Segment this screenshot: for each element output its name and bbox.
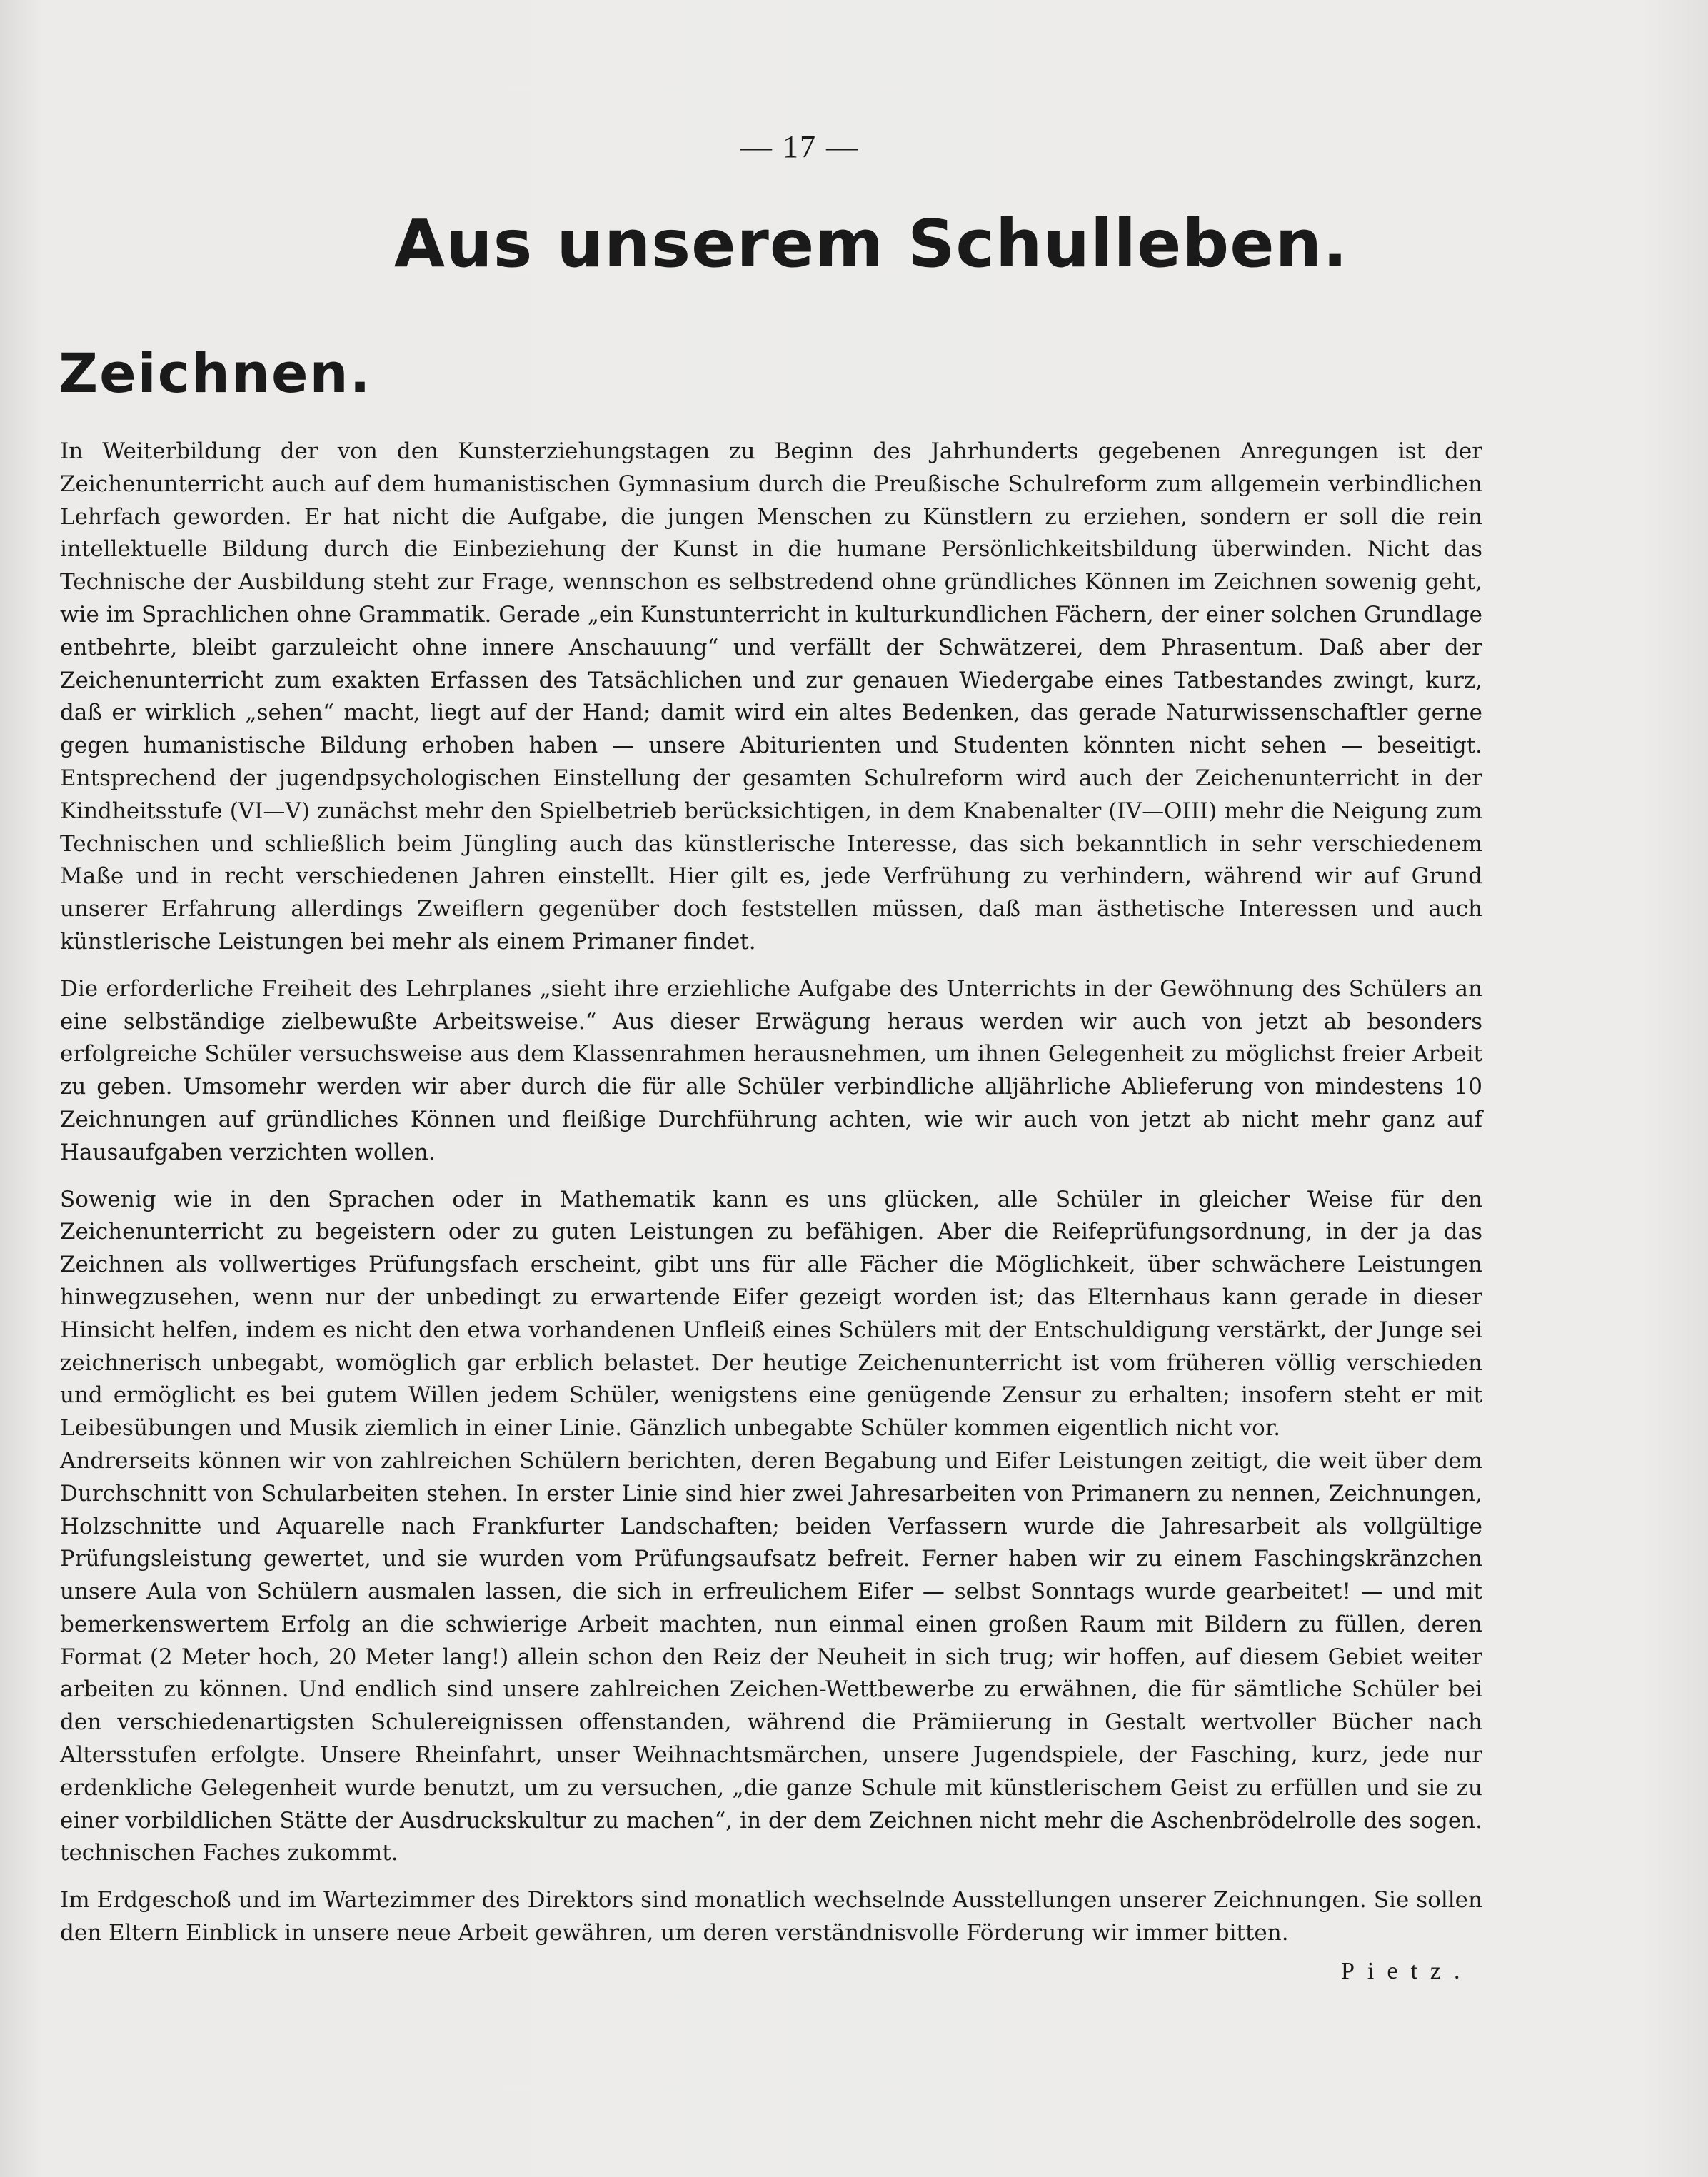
paragraph-3: Sowenig wie in den Sprachen oder in Mathematik kann es uns glücken, alle Schüler in gleicher Weise für den Zeichenunterricht zu begeistern oder zu guten Leistungen zu befähigen. Aber die Reifeprüfungsordnung, in der ja das Zeichnen als vollwertiges Prüfungsfach erscheint, gibt uns für alle Fächer die Möglichkeit, über schwächere Leistungen hinwegzusehen, wenn nur der unbedingt zu erwartende Eifer gezeigt worden ist; das Elternhaus kann gerade in dieser Hinsicht helfen, indem es nicht den etwa vorhandenen Unfleiß eines Schülers mit der Entschuldigung verstärkt, der Junge sei zeichnerisch unbegabt, womöglich gar erblich belastet. Der heutige Zeichenunterricht ist vom früheren völlig verschieden und ermöglicht es bei gutem Willen jedem Schüler, wenigstens eine genügende Zensur zu erhalten; insofern steht er mit Leibesübungen und Musik ziemlich in einer Linie. Gänzlich unbegabte Schüler kommen eigentlich nicht vor. bbox=[60, 1186, 1482, 1442]
author-signature: Pietz. bbox=[1341, 1958, 1473, 1984]
paragraph-5: Im Erdgeschoß und im Wartezimmer des Direktors sind monatlich wechselnde Ausstellungen unserer Zeichnungen. Sie sollen den Eltern Einblick in unsere neue Arbeit gewähren, um deren verständnisvolle Förderung wir immer bitten. bbox=[60, 1887, 1482, 1946]
paragraph-1: In Weiterbildung der von den Kunsterziehungstagen zu Beginn des Jahrhunderts gegebenen Anregungen ist der Zeichenunterricht auch auf dem humanistischen Gymnasium durch die Preußische Schulreform zum allgemein verbindlichen Lehrfach geworden. Er hat nicht die Aufgabe, die jungen Menschen zu Künstlern zu erziehen, sondern er soll die rein intellektuelle Bildung durch die Einbeziehung der Kunst in die humane Persönlichkeitsbildung überwinden. Nicht das Technische der Ausbildung steht zur Frage, wennschon es selbstredend ohne gründliches Können im Zeichnen sowenig geht, wie im Sprachlichen ohne Grammatik. Gerade „ein Kunstunterricht in kulturkundlichen Fächern, der einer solchen Grundlage entbehrte, bleibt garzuleicht ohne innere Anschauung“ und verfällt der Schwätzerei, dem Phrasentum. Daß aber der Zeichenunterricht zum exakten Erfassen des Tatsächlichen und zur genauen Wiedergabe eines Tatbestandes zwingt, kurz, daß er wirklich „sehen“ macht, liegt auf der Hand; damit wird ein altes Bedenken, das gerade Naturwissenschaftler gerne gegen humanistische Bildung erhoben haben — unsere Abiturienten und Studenten könnten nicht sehen — beseitigt. Entsprechend der jugendpsychologischen Einstellung der gesamten Schulreform wird auch der Zeichenunterricht in der Kindheitsstufe (VI—V) zunächst mehr den Spielbetrieb berücksichtigen, in dem Knabenalter (IV—OIII) mehr die Neigung zum Technischen und schließlich beim Jüngling auch das künstlerische Interesse, das sich bekanntlich in sehr verschiedenem Maße und in recht verschiedenen Jahren einstellt. Hier gilt es, jede Verfrühung zu verhindern, während wir auf Grund unserer Erfahrung allerdings Zweiflern gegenüber doch feststellen müssen, daß man ästhetische Interessen und auch künstlerische Leistungen bei mehr als einem Primaner findet. bbox=[60, 438, 1482, 955]
page-number: — 17 — bbox=[740, 129, 859, 164]
page-title: Aus unserem Schulleben. bbox=[393, 206, 1349, 282]
article-body bbox=[60, 436, 1482, 1964]
paragraph-4: Andrerseits können wir von zahlreichen Schülern berichten, deren Begabung und Eifer Leistungen zeitigt, die weit über dem Durchschnitt von Schularbeiten stehen. In erster Linie sind hier zwei Jahresarbeiten von Primanern zu nennen, Zeichnungen, Holzschnitte und Aquarelle nach Frankfurter Landschaften; beiden Verfassern wurde die Jahresarbeit als vollgültige Prüfungsleistung gewertet, und sie wurden vom Prüfungsaufsatz befreit. Ferner haben wir zu einem Faschingskränzchen unsere Aula von Schülern ausmalen lassen, die sich in erfreulichem Eifer — selbst Sonntags wurde gearbeitet! — und mit bemerkenswertem Erfolg an die schwierige Arbeit machten, nun einmal einen großen Raum mit Bildern zu füllen, deren Format (2 Meter hoch, 20 Meter lang!) allein schon den Reiz der Neuheit in sich trug; wir hoffen, auf diesem Gebiet weiter arbeiten zu können. Und endlich sind unsere zahlreichen Zeichen-Wettbewerbe zu erwähnen, die für sämtliche Schüler bei den verschiedenartigsten Schulereignissen offenstanden, während die Prämiierung in Gestalt wertvoller Bücher nach Altersstufen erfolgte. Unsere Rheinfahrt, unser Weihnachtsmärchen, unsere Jugendspiele, der Fasching, kurz, jede nur erdenkliche Gelegenheit wurde benutzt, um zu versuchen, „die ganze Schule mit künstlerischem Geist zu erfüllen und sie zu einer vorbildlichen Stätte der Ausdruckskultur zu machen“, in der dem Zeichnen nicht mehr die Aschenbrödelrolle des sogen. technischen Faches zukommt. bbox=[60, 1447, 1482, 1866]
section-heading: Zeichnen. bbox=[59, 341, 372, 405]
paragraph-2: Die erforderliche Freiheit des Lehrplanes „sieht ihre erziehliche Aufgabe des Unterrichts in der Gewöhnung des Schülers an eine selbständige zielbewußte Arbeitsweise.“ Aus dieser Erwägung heraus werden wir auch von jetzt ab besonders erfolgreiche Schüler versuchsweise aus dem Klassenrahmen herausnehmen, um ihnen Gelegenheit zu möglichst freier Arbeit zu geben. Umsomehr werden wir aber durch die für alle Schüler verbindliche alljährliche Ablieferung von mindestens 10 Zeichnungen auf gründliches Können und fleißige Durchführung achten, wie wir auch von jetzt ab nicht mehr ganz auf Hausaufgaben verzichten wollen. bbox=[60, 975, 1482, 1165]
